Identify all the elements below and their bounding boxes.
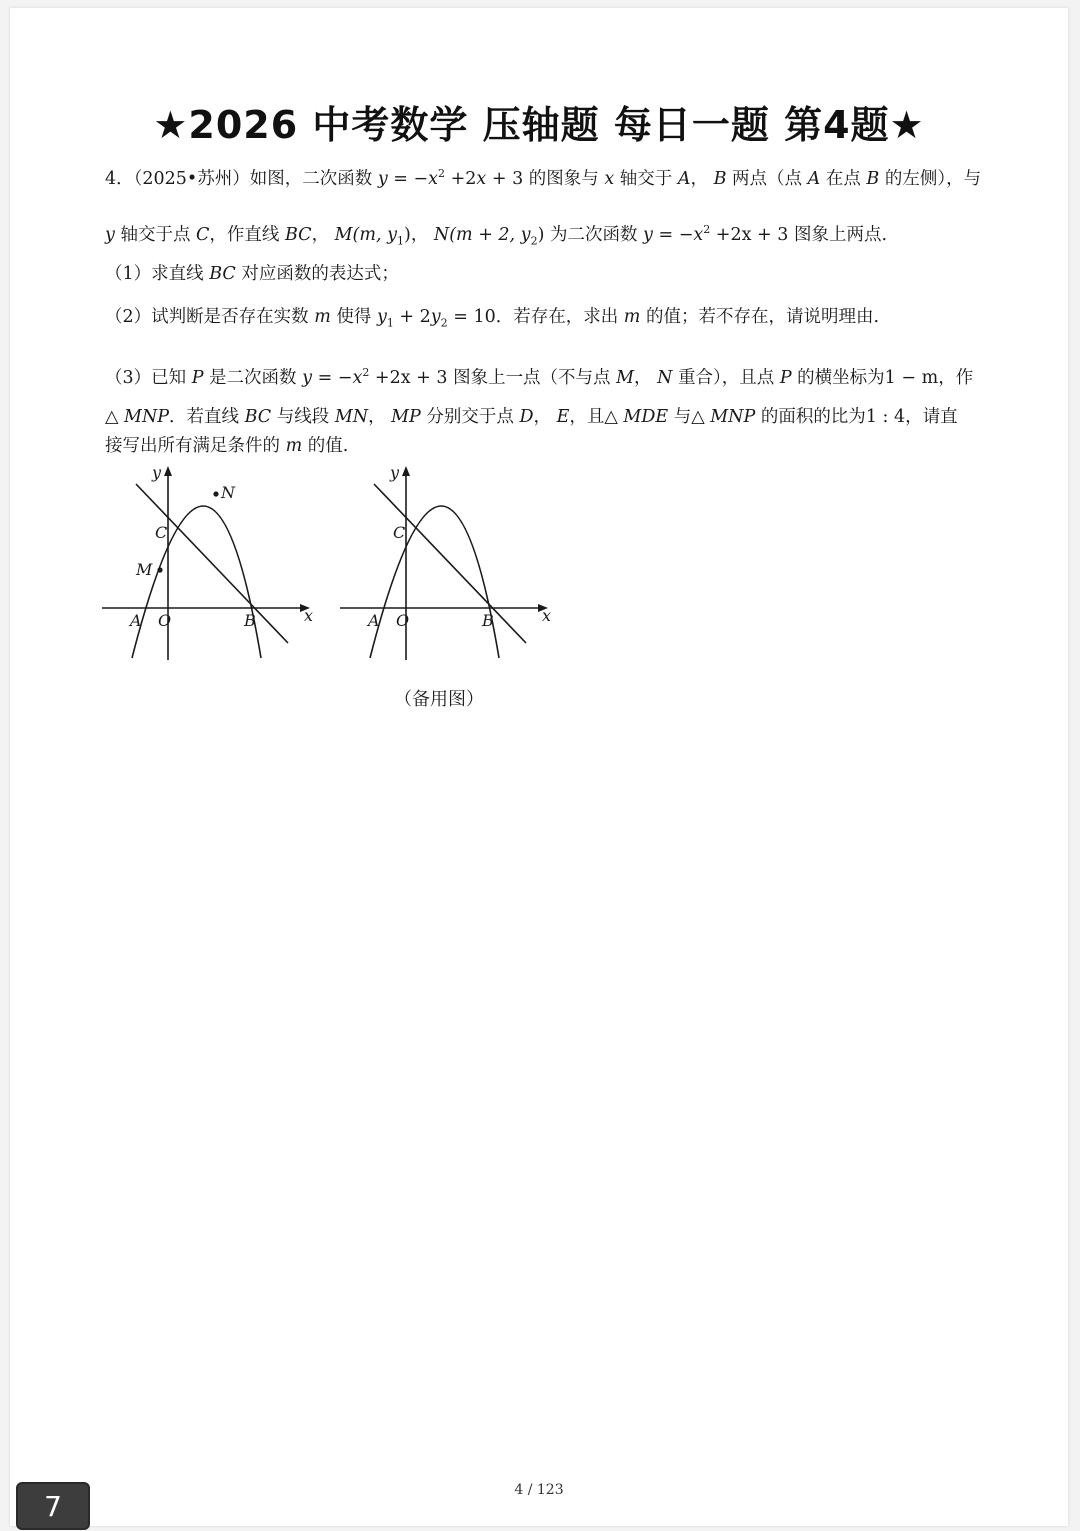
text: 在点 — [820, 168, 867, 189]
text: BC — [244, 407, 272, 427]
text: 使得 — [330, 307, 377, 327]
text: （1）求直线 — [105, 264, 210, 284]
text: E — [556, 407, 570, 427]
label-m: M — [136, 560, 153, 579]
text: 图象上两点. — [788, 224, 888, 245]
text: y = −x — [643, 224, 704, 245]
text: 的值；若不存在，请说明理由. — [640, 307, 880, 327]
text: （2）试判断是否存在实数 — [105, 307, 315, 327]
text: m — [285, 436, 303, 456]
label-a: A — [368, 611, 380, 630]
point-n — [213, 491, 218, 496]
text: 与△ — [668, 407, 711, 427]
label-x: x — [542, 606, 551, 625]
text: +2x + 3 — [369, 367, 448, 388]
figure-2 — [336, 460, 551, 665]
y-axis-arrow — [164, 466, 172, 476]
text: ， — [690, 168, 714, 189]
label-b: B — [482, 611, 494, 630]
text: N — [657, 367, 673, 388]
text: ，请直 — [905, 407, 958, 427]
text: 2 — [440, 316, 448, 330]
text: MP — [391, 407, 421, 427]
text: ，作直线 — [209, 224, 285, 245]
text: ，且△ — [569, 407, 624, 427]
text: ， — [368, 407, 392, 427]
text: x — [476, 168, 487, 189]
text: 与线段 — [271, 407, 335, 427]
text: = − — [387, 168, 429, 189]
point-m — [157, 567, 162, 572]
page-title: ★2026 中考数学 压轴题 每日一题 第4题★ — [153, 103, 925, 147]
parabola-curve — [132, 506, 261, 658]
text: P — [191, 367, 204, 388]
question-3-line-1 — [105, 361, 1005, 390]
text: 的横坐标为 — [791, 367, 885, 388]
text: + 2 — [393, 307, 431, 327]
text: )， — [404, 224, 429, 245]
text: 图象上一点（不与点 — [447, 367, 617, 388]
text: 的面积的比为 — [755, 407, 866, 427]
text: y — [430, 307, 441, 327]
text: BC — [209, 264, 236, 284]
text: P — [779, 367, 792, 388]
caption-text: （备用图） — [394, 689, 484, 710]
parabola-curve — [370, 506, 499, 658]
text: 2 — [703, 223, 711, 236]
figure-caption — [10, 685, 1068, 711]
text: x — [604, 168, 615, 189]
text: MNP — [710, 407, 756, 427]
label-o: O — [158, 611, 172, 630]
text: m — [623, 307, 641, 327]
text: △ — [105, 407, 125, 427]
text: 4．（2025•苏州）如图，二次函数 — [105, 168, 378, 189]
text: 是二次函数 — [203, 367, 303, 388]
text: y — [105, 224, 115, 245]
figure-1 — [98, 460, 313, 665]
text: A — [677, 168, 691, 189]
text: B — [713, 168, 727, 189]
text: 2 — [530, 234, 538, 248]
text: 重合），且点 — [672, 367, 780, 388]
label-c: C — [393, 523, 406, 542]
text: ， — [634, 367, 658, 388]
text: 的值. — [302, 436, 349, 456]
label-b: B — [244, 611, 256, 630]
text: +2 — [445, 168, 477, 189]
question-2 — [105, 305, 1005, 336]
label-c: C — [155, 523, 168, 542]
text: 的左侧），与 — [879, 168, 982, 189]
question-3-line-2 — [105, 405, 1005, 429]
text: 对应函数的表达式； — [235, 264, 399, 284]
label-a: A — [130, 611, 142, 630]
text: MNP — [124, 407, 170, 427]
text: 1 — [397, 234, 404, 248]
text: 分别交于点 — [420, 407, 520, 427]
text: C — [196, 224, 210, 245]
text: MDE — [623, 407, 669, 427]
text: 的图象与 — [523, 168, 605, 189]
text: y — [376, 307, 387, 327]
text: x — [428, 168, 439, 189]
text: 1 − m — [884, 367, 939, 388]
label-o: O — [396, 611, 410, 630]
text: M — [616, 367, 635, 388]
text: （3）已知 — [105, 367, 192, 388]
text: +2x + 3 — [710, 224, 789, 245]
text: B — [866, 168, 880, 189]
page-badge[interactable]: 7 — [16, 1482, 90, 1530]
text: m — [314, 307, 331, 327]
text: 接写出所有满足条件的 — [105, 436, 286, 456]
text: M(m, y — [334, 224, 397, 245]
question-1 — [105, 262, 1005, 286]
text: 轴交于 — [614, 168, 678, 189]
text: MN — [334, 407, 369, 427]
label-n: N — [221, 483, 235, 502]
text: = 10．若存在，求出 — [447, 307, 624, 327]
text: 轴交于点 — [114, 224, 197, 245]
text: 两点（点 — [726, 168, 808, 189]
text: N(m + 2, y — [428, 224, 531, 245]
text: + 3 — [486, 168, 524, 189]
text: BC — [284, 224, 312, 245]
text: 1 : 4 — [865, 407, 906, 427]
text: 2 — [438, 167, 446, 180]
text: ， — [311, 224, 335, 245]
text: 2 — [362, 366, 370, 379]
y-axis-arrow — [402, 466, 410, 476]
text: ) 为二次函数 — [537, 224, 644, 245]
text: 1 — [386, 316, 394, 330]
label-y: y — [390, 463, 400, 482]
text: A — [807, 168, 821, 189]
text: ．若直线 — [169, 407, 245, 427]
text: y — [377, 168, 388, 189]
page-number: 4 / 123 — [514, 1482, 564, 1498]
problem-line-1 — [105, 162, 1005, 191]
text: y = −x — [302, 367, 363, 388]
problem-line-2 — [105, 218, 1005, 253]
label-x: x — [304, 606, 313, 625]
label-y: y — [152, 463, 162, 482]
text: ，作 — [938, 367, 974, 388]
question-3-line-3 — [105, 434, 1005, 458]
document-page — [10, 8, 1068, 1526]
text: ， — [533, 407, 557, 427]
text: D — [519, 407, 534, 427]
